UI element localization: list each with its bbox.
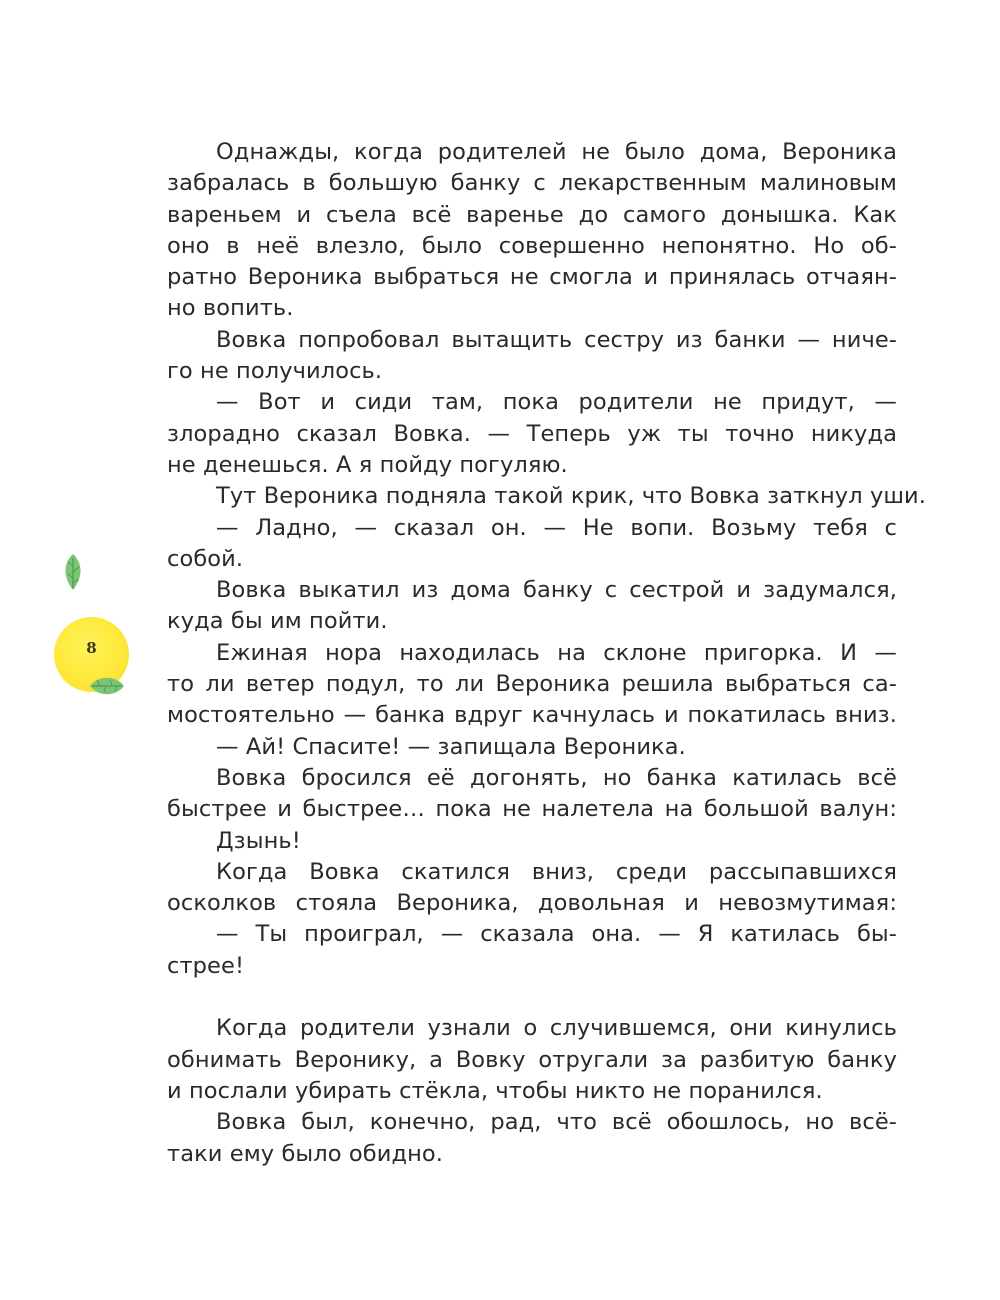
paragraph-gap [167,982,897,1013]
text-line: Вовка был, конечно, рад, что всё обошлось, но всё- [216,1109,897,1136]
page-number: 8 [86,639,97,657]
text-line: — Вот и сиди там, пока родители не придут, — [216,389,897,416]
text-line: злорадно сказал Вовка. — Теперь уж ты точно никуда [167,420,897,447]
text-line: Когда родители узнали о случившемся, они кинулись [216,1015,897,1042]
text-line: Вовка попробовал вытащить сестру из банки — ниче- [216,326,897,353]
text-line: и послали убирать стёкла, чтобы никто не поранился. [167,1077,823,1104]
text-line: забралась в большую банку с лекарственным малиновым [167,170,897,197]
text-line: стрее! [167,952,245,979]
text-line: Вовка выкатил из дома банку с сестрой и задумался, [216,577,897,604]
text-line: — Ты проиграл, — сказала она. — Я катилась бы- [216,921,897,948]
text-line: Однажды, когда родителей не было дома, Вероника [216,139,897,165]
text-line: не денешься. А я пойду погуляю. [167,451,568,478]
text-line: то ли ветер подул, то ли Вероника решила выбраться са- [167,671,897,698]
text-line: обнимать Веронику, а Вовку отругали за разбитую банку [167,1046,897,1073]
story-text [167,137,927,1170]
leaf-icon [88,673,126,699]
text-line: — Ладно, — сказал он. — Не вопи. Возьму тебя с [216,514,897,541]
text-line: куда бы им пойти. [167,608,388,635]
text-line: Вовка бросился её догонять, но банка катилась всё [216,764,897,791]
text-line: Ежиная нора находилась на склоне пригорка. И — [216,639,897,666]
text-line: быстрее и быстрее… пока не налетела на большой валун: [167,796,897,823]
text-line: собой. [167,545,244,572]
text-line: таки ему было обидно. [167,1140,444,1167]
text-line: оно в неё влезло, было совершенно непонятно. Но об- [167,232,897,259]
text-line: го не получилось. [167,358,383,385]
text-line: мостоятельно — банка вдруг качнулась и покатилась вниз. [167,702,897,729]
text-line: — Ай! Спасите! — запищала Вероника. [216,733,686,760]
text-line: Когда Вовка скатился вниз, среди рассыпавшихся [216,858,897,885]
text-line: но вопить. [167,295,294,322]
leaf-icon [60,552,86,592]
text-line: вареньем и съела всё варенье до самого донышка. Как [167,201,897,228]
text-line: ратно Вероника выбраться не смогла и принялась отчаян- [167,264,897,291]
text-line: Тут Вероника подняла такой крик, что Вовка заткнул уши. [216,483,927,510]
text-line: Дзынь! [216,827,301,854]
text-line: осколков стояла Вероника, довольная и невозмутимая: [167,890,897,917]
